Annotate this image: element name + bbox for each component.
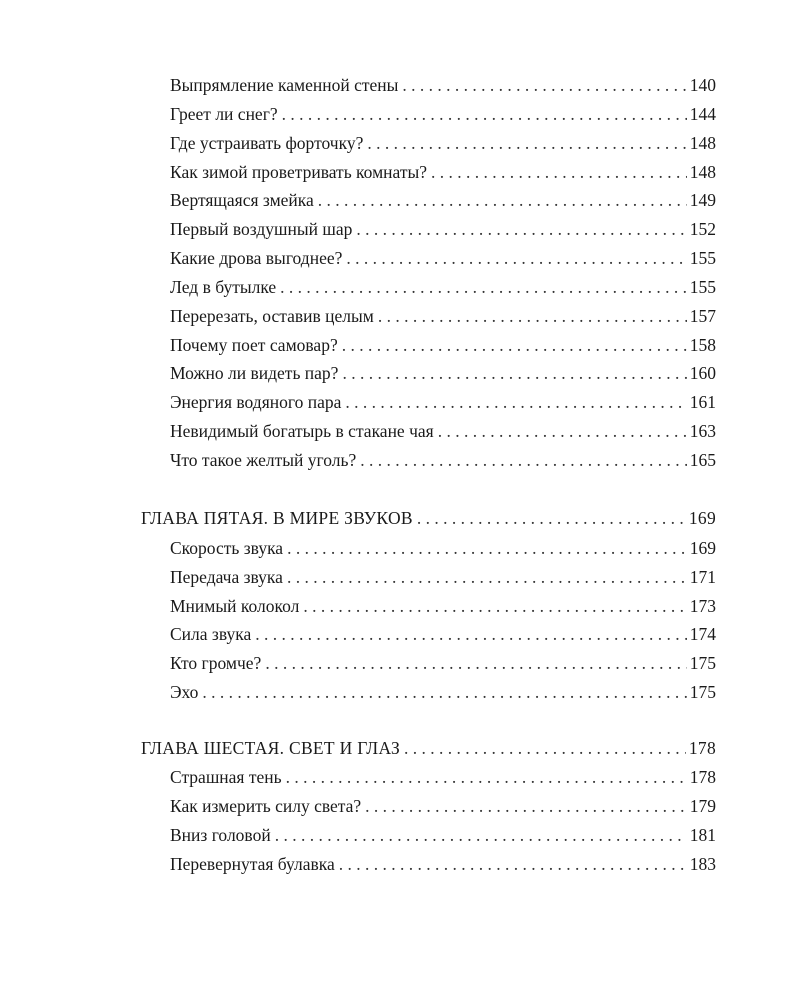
- toc-entry-page: 179: [689, 796, 716, 816]
- dot-leader: [339, 853, 687, 875]
- toc-entry-title: Мнимый колокол: [170, 596, 300, 616]
- toc-entry: [170, 537, 716, 559]
- toc-entry-title: Передача звука: [170, 567, 283, 587]
- dot-leader: [342, 334, 687, 356]
- dot-leader: [287, 537, 687, 559]
- toc-entry-title: Можно ли видеть пар?: [170, 363, 339, 383]
- dot-leader: [318, 189, 687, 211]
- toc-entry: [170, 276, 716, 298]
- toc-entry: [170, 218, 716, 240]
- toc-entry-page: 149: [689, 190, 716, 210]
- chapter-title: ГЛАВА ПЯТАЯ. В МИРЕ ЗВУКОВ: [141, 508, 413, 528]
- dot-leader: [287, 566, 687, 588]
- toc-entry: [170, 189, 716, 211]
- toc-entry-title: Перевернутая булавка: [170, 854, 335, 874]
- chapter-page: 169: [688, 508, 716, 528]
- dot-leader: [360, 449, 686, 471]
- toc-entry: [170, 420, 716, 442]
- dot-leader: [280, 276, 687, 298]
- toc-entry-page: 181: [689, 825, 716, 845]
- toc-entry: [170, 824, 716, 846]
- toc-entry-title: Лед в бутылке: [170, 277, 277, 297]
- toc-entry-title: Какие дрова выгоднее?: [170, 248, 343, 268]
- toc-entry-page: 161: [689, 392, 716, 412]
- toc-entry-title: Как измерить силу света?: [170, 796, 362, 816]
- chapter-title: ГЛАВА ШЕСТАЯ. СВЕТ И ГЛАЗ: [141, 738, 401, 758]
- toc-entry-page: 157: [689, 306, 716, 326]
- toc-entry-page: 174: [689, 624, 716, 644]
- toc-entry-page: 163: [689, 421, 716, 441]
- toc-entry-title: Первый воздушный шар: [170, 219, 353, 239]
- dot-leader: [275, 824, 687, 846]
- toc-entry-page: 183: [689, 854, 716, 874]
- toc-entry: [170, 391, 716, 413]
- dot-leader: [402, 74, 686, 96]
- toc-entry: [170, 766, 716, 788]
- toc-entry: [170, 247, 716, 269]
- toc-entry: [170, 853, 716, 875]
- toc-entry-page: 144: [689, 104, 716, 124]
- toc-entry-title: Греет ли снег?: [170, 104, 278, 124]
- dot-leader: [417, 507, 686, 529]
- toc-entry: [170, 305, 716, 327]
- toc-entry: [170, 566, 716, 588]
- toc-entry-title: Почему поет самовар?: [170, 335, 338, 355]
- dot-leader: [202, 681, 686, 703]
- chapter-page: 178: [688, 738, 716, 758]
- toc-entry-title: Перерезать, оставив целым: [170, 306, 374, 326]
- toc-entry-page: 158: [689, 335, 716, 355]
- toc-entry-title: Вниз головой: [170, 825, 271, 845]
- dot-leader: [367, 132, 686, 154]
- dot-leader: [286, 766, 687, 788]
- dot-leader: [438, 420, 687, 442]
- toc-entry-title: Вертящаяся змейка: [170, 190, 314, 210]
- toc-entry: [170, 74, 716, 96]
- toc-entry: [170, 595, 716, 617]
- toc-entry-title: Выпрямление каменной стены: [170, 75, 399, 95]
- toc-entry-title: Как зимой проветривать комнаты?: [170, 162, 428, 182]
- toc-entry-title: Страшная тень: [170, 767, 282, 787]
- toc-entry-title: Эхо: [170, 682, 199, 702]
- dot-leader: [265, 652, 686, 674]
- toc-entry: [170, 652, 716, 674]
- toc-entry-title: Энергия водяного пара: [170, 392, 342, 412]
- toc-entry: [170, 623, 716, 645]
- toc-entry-title: Невидимый богатырь в стакане чая: [170, 421, 434, 441]
- dot-leader: [404, 737, 686, 759]
- dot-leader: [365, 795, 687, 817]
- toc-entry-page: 173: [689, 596, 716, 616]
- toc-entry-title: Где устраивать форточку?: [170, 133, 364, 153]
- toc-entry-page: 155: [689, 248, 716, 268]
- chapter-heading: [141, 737, 716, 759]
- dot-leader: [356, 218, 686, 240]
- dot-leader: [342, 362, 686, 384]
- toc-entry-page: 169: [689, 538, 716, 558]
- toc-entry-page: 148: [689, 162, 716, 182]
- dot-leader: [345, 391, 686, 413]
- toc-entry-page: 155: [689, 277, 716, 297]
- toc-entry-title: Сила звука: [170, 624, 252, 644]
- dot-leader: [255, 623, 687, 645]
- toc-entry-title: Что такое желтый уголь?: [170, 450, 357, 470]
- toc-entry-title: Кто громче?: [170, 653, 262, 673]
- toc-entry: [170, 795, 716, 817]
- toc-entry: [170, 132, 716, 154]
- toc-entry: [170, 449, 716, 471]
- dot-leader: [282, 103, 687, 125]
- toc-entry-page: 160: [689, 363, 716, 383]
- toc-entry-page: 165: [689, 450, 716, 470]
- dot-leader: [346, 247, 686, 269]
- toc-entry: [170, 161, 716, 183]
- toc-entry-title: Скорость звука: [170, 538, 284, 558]
- toc-entry-page: 152: [689, 219, 716, 239]
- toc-entry: [170, 334, 716, 356]
- dot-leader: [303, 595, 686, 617]
- toc-entry-page: 175: [689, 682, 716, 702]
- toc-entry-page: 178: [689, 767, 716, 787]
- toc-entry: [170, 103, 716, 125]
- chapter-heading: [141, 507, 716, 529]
- toc-entry: [170, 362, 716, 384]
- toc-entry-page: 175: [689, 653, 716, 673]
- dot-leader: [378, 305, 687, 327]
- toc-entry-page: 148: [689, 133, 716, 153]
- toc-entry-page: 140: [689, 75, 716, 95]
- toc-entry-page: 171: [689, 567, 716, 587]
- dot-leader: [431, 161, 687, 183]
- toc-entry: [170, 681, 716, 703]
